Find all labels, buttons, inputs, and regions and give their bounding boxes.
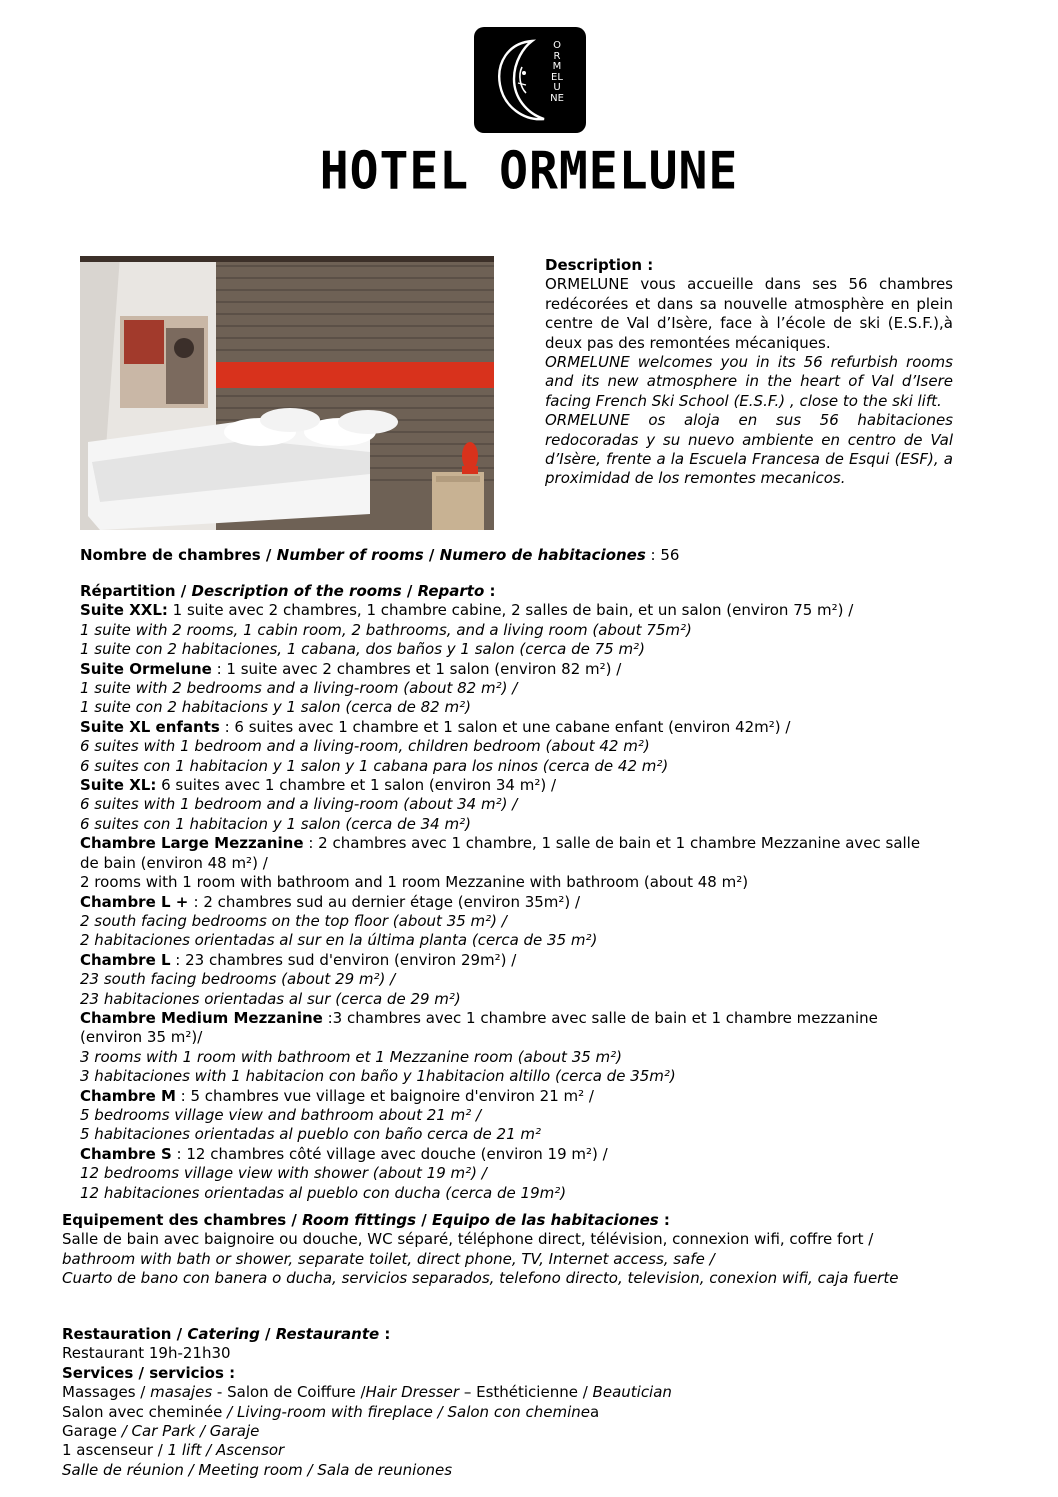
services-label: Services / servicios :	[62, 1363, 236, 1382]
room-type-line	[80, 815, 960, 834]
room-type-line	[80, 660, 960, 679]
description-heading: Description :	[545, 256, 654, 274]
room-type-line	[80, 757, 960, 776]
repartition-label-es: Reparto	[417, 582, 485, 600]
equipment-label-fr: Equipement des chambres /	[62, 1211, 303, 1229]
room-type-line	[80, 1009, 940, 1048]
room-type-line	[80, 951, 960, 970]
room-type-en: 6 suites with 1 bedroom and a living-room, children bedroom (about 42 m²)	[80, 737, 650, 756]
service-text: - Salon de Coiffure /	[212, 1383, 366, 1402]
room-type-name: Chambre L	[80, 950, 171, 969]
room-type-line	[80, 912, 960, 931]
description-es: ORMELUNE os aloja en sus 56 habitaciones redocoradas y su nuevo ambiente en centro de Val d’Isère, frente a la Escuela Francesa de Esqui (ESF), a proximidad de los remontes mecanicos.	[545, 411, 953, 488]
room-type-en: 23 south facing bedrooms (about 29 m²) /	[80, 970, 396, 989]
catering-hours: Restaurant 19h-21h30	[62, 1344, 231, 1363]
catering-sep: /	[259, 1325, 276, 1343]
room-type-line	[80, 1087, 960, 1106]
room-type-line	[80, 640, 960, 659]
room-type-line	[80, 1184, 960, 1203]
room-type-line	[80, 834, 940, 873]
room-type-name: Chambre S	[80, 1144, 172, 1163]
rooms-count	[80, 546, 679, 565]
room-type-es: 23 habitaciones orientadas al sur (cerca de 29 m²)	[80, 989, 461, 1008]
room-type-es: 1 suite con 2 habitacions y 1 salon (cerca de 82 m²)	[80, 698, 471, 717]
room-type-line	[80, 1048, 960, 1067]
room-type-es: 1 suite con 2 habitaciones, 1 cabana, dos baños y 1 salon (cerca de 75 m²)	[80, 640, 645, 659]
rooms-count-label-en: Number of rooms	[276, 546, 424, 564]
repartition-list	[80, 601, 960, 1203]
room-type-en: 5 bedrooms village view and bathroom about 21 m² /	[80, 1105, 482, 1124]
service-text: Hair Dresser	[365, 1383, 460, 1402]
room-type-name: Suite XL:	[80, 776, 157, 795]
room-type-fr: : 2 chambres avec 1 chambre, 1 salle de bain et 1 chambre Mezzanine avec salle de bain (environ 48 m²) /	[80, 834, 921, 872]
room-type-line	[80, 1067, 960, 1086]
room-type-line	[80, 931, 960, 950]
room-type-fr: :3 chambres avec 1 chambre avec salle de bain et 1 chambre mezzanine (environ 35 m²)/	[80, 1008, 878, 1047]
catering-label-es: Restaurante	[275, 1325, 380, 1343]
hotel-room-photo	[80, 256, 494, 530]
room-type-fr: : 23 chambres sud d'environ (environ 29m²) /	[170, 950, 517, 969]
description-section	[545, 256, 953, 489]
room-type-en: 2 south facing bedrooms on the top floor (about 35 m²) /	[80, 911, 507, 930]
room-type-line	[80, 601, 960, 620]
room-type-fr: : 5 chambres vue village et baignoire d'environ 21 m² /	[175, 1086, 594, 1105]
equipment-es: Cuarto de bano con banera o ducha, servicios separados, telefono directo, television, conexion wifi, caja fuerte	[62, 1269, 899, 1288]
equipment-en: bathroom with bath or shower, separate toilet, direct phone, TV, Internet access, safe /	[62, 1249, 715, 1268]
room-type-es: 3 habitaciones with 1 habitacion con baño y 1habitacion altillo (cerca de 35m²)	[80, 1067, 676, 1086]
equipment-colon: :	[658, 1211, 670, 1229]
room-type-es: 6 suites con 1 habitacion y 1 salon (cerca de 34 m²)	[80, 814, 471, 833]
room-type-es: 5 habitaciones orientadas al pueblo con baño cerca de 21 m²	[80, 1125, 542, 1144]
room-type-line	[80, 970, 960, 989]
room-type-es: 6 suites con 1 habitacion y 1 salon y 1 cabana para los ninos (cerca de 42 m²)	[80, 756, 669, 775]
room-type-name: Chambre L +	[80, 892, 194, 911]
room-type-fr: 6 suites avec 1 chambre et 1 salon (environ 34 m²) /	[156, 776, 557, 795]
room-type-fr: : 12 chambres côté village avec douche (environ 19 m²) /	[171, 1144, 608, 1163]
room-type-fr: : 1 suite avec 2 chambres et 1 salon (environ 82 m²) /	[211, 659, 622, 678]
room-type-fr: : 2 chambres sud au dernier étage (environ 35m²) /	[193, 892, 581, 911]
service-text: / Living-room with fireplace / Salon con chemine	[227, 1402, 591, 1421]
service-line	[62, 1441, 950, 1460]
room-type-name: Suite Ormelune	[80, 659, 212, 678]
service-text: masajes	[150, 1383, 213, 1402]
repartition-label-fr: Répartition /	[80, 582, 192, 600]
repartition-sep: /	[401, 582, 418, 600]
catering-section	[62, 1325, 950, 1480]
service-line	[62, 1422, 950, 1441]
equipment-sep: /	[416, 1211, 432, 1229]
service-text: 1 ascenseur /	[62, 1441, 168, 1460]
service-text: / Car Park / Garaje	[121, 1422, 260, 1441]
service-line	[62, 1461, 950, 1480]
room-type-es: 2 habitaciones orientadas al sur en la última planta (cerca de 35 m²)	[80, 931, 598, 950]
rooms-count-colon: :	[645, 546, 661, 564]
room-type-en: 1 suite with 2 bedrooms and a living-room (about 82 m²) /	[80, 679, 518, 698]
service-text: Massages /	[62, 1383, 151, 1402]
room-type-line	[80, 873, 960, 892]
room-type-en: 12 bedrooms village view with shower (about 19 m²) /	[80, 1164, 487, 1183]
service-text: Salon avec cheminée	[62, 1402, 228, 1421]
room-type-line	[80, 776, 960, 795]
rooms-repartition	[80, 582, 960, 1203]
room-type-line	[80, 1145, 960, 1164]
room-type-name: Chambre Medium Mezzanine	[80, 1008, 323, 1027]
service-text: 1 lift / Ascensor	[167, 1441, 285, 1460]
room-type-fr: : 6 suites avec 1 chambre et 1 salon et une cabane enfant (environ 42m²) /	[219, 717, 791, 736]
room-type-line	[80, 737, 960, 756]
room-type-line	[80, 1106, 960, 1125]
service-text: Salle de réunion / Meeting room / Sala de reuniones	[62, 1460, 453, 1479]
rooms-count-value: 56	[660, 546, 680, 564]
hotel-logo	[474, 27, 586, 133]
description-fr: ORMELUNE vous accueille dans ses 56 chambres redécorées et dans sa nouvelle atmosphère en plein centre de Val d’Isère, face à l’école de ski (E.S.F.),à deux pas des remontées mécaniques.	[545, 275, 953, 352]
room-type-line	[80, 679, 960, 698]
rooms-count-label-fr: Nombre de chambres /	[80, 546, 277, 564]
logo-wordmark: ORMELUNE	[550, 40, 564, 104]
room-type-line	[80, 1125, 960, 1144]
service-text: Garage	[62, 1422, 122, 1441]
description-en: ORMELUNE welcomes you in its 56 refurbish rooms and its new atmosphere in the heart of Val d’Isere facing French Ski School (E.S.F.) , close to the ski lift.	[545, 353, 953, 410]
room-type-plain: 2 rooms with 1 room with bathroom and 1 room Mezzanine with bathroom (about 48 m²)	[80, 873, 749, 892]
room-type-en: 6 suites with 1 bedroom and a living-room (about 34 m²) /	[80, 795, 518, 814]
catering-label-fr: Restauration /	[62, 1325, 188, 1343]
repartition-colon: :	[484, 582, 496, 600]
service-line	[62, 1383, 950, 1402]
rooms-count-label-es: Numero de habitaciones	[439, 546, 646, 564]
service-text: Beautician	[592, 1383, 672, 1402]
service-text: a	[590, 1402, 600, 1421]
equipment-fr: Salle de bain avec baignoire ou douche, WC séparé, téléphone direct, télévision, connexion wifi, coffre fort /	[62, 1230, 874, 1249]
services-list	[62, 1383, 950, 1480]
page-title: HOTEL ORMELUNE	[319, 140, 739, 202]
room-type-es: 12 habitaciones orientadas al pueblo con ducha (cerca de 19m²)	[80, 1183, 567, 1202]
room-type-name: Chambre Large Mezzanine	[80, 834, 304, 853]
room-type-line	[80, 1164, 960, 1183]
room-type-en: 3 rooms with 1 room with bathroom et 1 Mezzanine room (about 35 m²)	[80, 1047, 623, 1066]
service-line	[62, 1403, 950, 1422]
rooms-count-sep: /	[423, 546, 440, 564]
repartition-label-en: Description of the rooms	[191, 582, 402, 600]
room-type-fr: 1 suite avec 2 chambres, 1 chambre cabine, 2 salles de bain, et un salon (environ 75 m²) /	[167, 601, 854, 620]
moon-logo-icon	[474, 27, 586, 133]
catering-colon: :	[379, 1325, 391, 1343]
service-text: – Esthéticienne /	[459, 1383, 593, 1402]
room-type-line	[80, 893, 960, 912]
room-type-name: Suite XL enfants	[80, 717, 220, 736]
equipment-label-es: Equipo de las habitaciones	[431, 1211, 659, 1229]
room-type-line	[80, 698, 960, 717]
room-type-name: Chambre M	[80, 1086, 176, 1105]
room-type-line	[80, 718, 960, 737]
room-type-name: Suite XXL:	[80, 601, 168, 620]
equipment-section	[62, 1211, 950, 1289]
room-type-line	[80, 621, 960, 640]
catering-label-en: Catering	[187, 1325, 260, 1343]
room-type-line	[80, 990, 960, 1009]
equipment-label-en: Room fittings	[302, 1211, 417, 1229]
room-type-en: 1 suite with 2 rooms, 1 cabin room, 2 bathrooms, and a living room (about 75m²)	[80, 620, 692, 639]
room-type-line	[80, 795, 960, 814]
